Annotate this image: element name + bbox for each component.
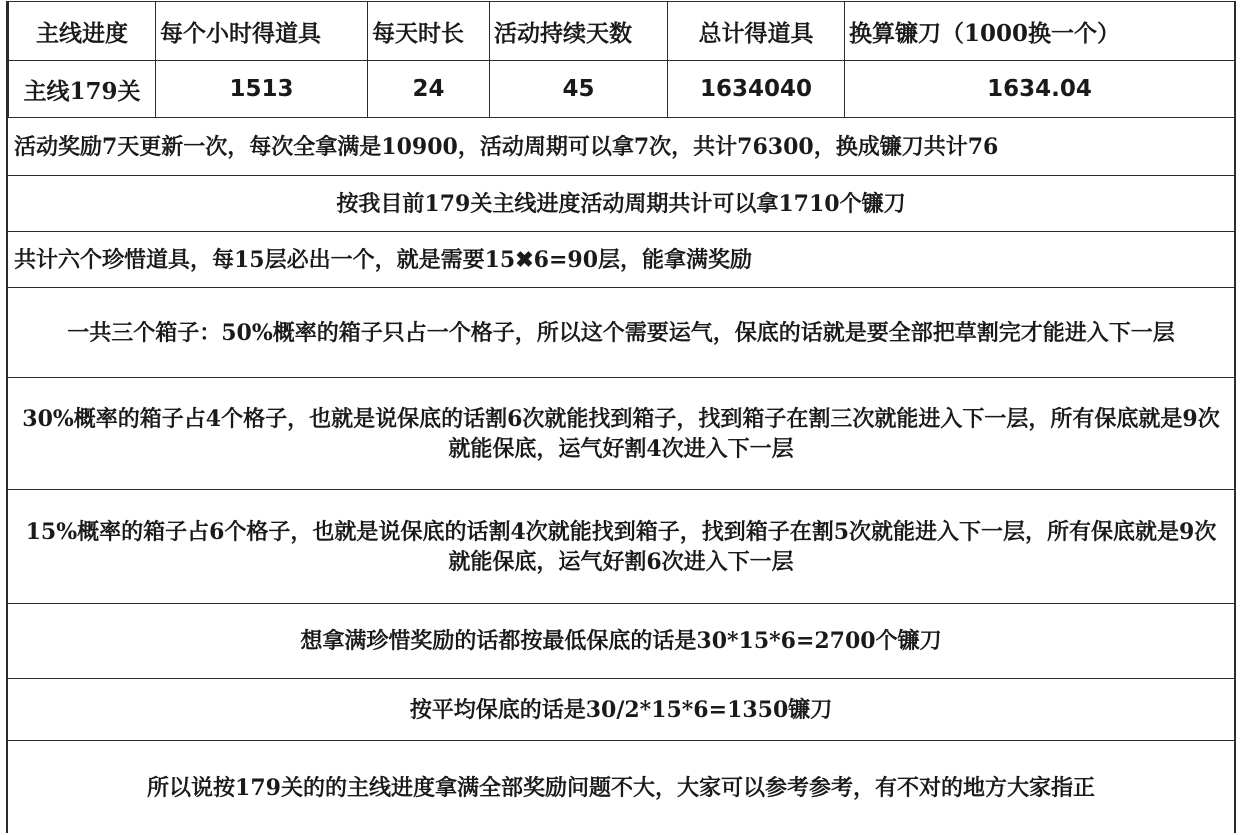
progress-table	[8, 1, 1235, 118]
table-header-row	[9, 2, 1235, 61]
note-minimum-guarantee	[8, 604, 1234, 679]
cell-hours-per-day: 24	[368, 61, 490, 118]
header-cell-sickle-conversion: 换算镰刀（1000换一个）	[845, 2, 1235, 61]
table-row	[9, 61, 1235, 118]
spreadsheet	[6, 1, 1236, 833]
cell-stage: 主线179关	[9, 61, 156, 118]
note-text: 按平均保底的话是30/2*15*6=1350镰刀	[409, 696, 833, 723]
cell-event-days: 45	[490, 61, 668, 118]
header-cell-progress: 主线进度	[9, 2, 156, 61]
note-text: 15%概率的箱子占6个格子，也就是说保底的话割4次就能找到箱子，找到箱子在割5次就能进入下一层，所有保底就是9次就能保底，运气好割6次进入下一层	[25, 518, 1217, 575]
note-three-boxes	[8, 288, 1234, 378]
note-text: 共计六个珍惜道具，每15层必出一个，就是需要15✖6=90层，能拿满奖励	[14, 246, 753, 273]
note-text: 所以说按179关的的主线进度拿满全部奖励问题不大，大家可以参考参考，有不对的地方大家指正	[147, 775, 1095, 801]
note-text: 30%概率的箱子占4个格子，也就是说保底的话割6次就能找到箱子，找到箱子在割三次就能进入下一层，所有保底就是9次就能保底，运气好割4次进入下一层	[22, 405, 1220, 462]
cell-items-per-hour: 1513	[156, 61, 368, 118]
note-average-guarantee	[8, 679, 1234, 741]
header-cell-hours-per-day: 每天时长	[368, 2, 490, 61]
note-30-percent-box	[8, 378, 1234, 490]
note-conclusion	[8, 741, 1234, 835]
note-text: 活动奖励7天更新一次，每次全拿满是10900，活动周期可以拿7次，共计76300，换成镰刀共计76	[14, 133, 999, 160]
header-cell-items-per-hour: 每个小时得道具	[156, 2, 368, 61]
note-text: 按我目前179关主线进度活动周期共计可以拿1710个镰刀	[336, 190, 906, 217]
cell-sickles: 1634.04	[845, 61, 1235, 118]
note-15-percent-box	[8, 490, 1234, 604]
note-event-reward	[8, 118, 1234, 176]
note-text: 想拿满珍惜奖励的话都按最低保底的话是30*15*6=2700个镰刀	[300, 628, 942, 654]
header-cell-total-items: 总计得道具	[668, 2, 845, 61]
note-rare-items	[8, 232, 1234, 288]
header-cell-event-days: 活动持续天数	[490, 2, 668, 61]
cell-total-items: 1634040	[668, 61, 845, 118]
note-text: 一共三个箱子：50%概率的箱子只占一个格子，所以这个需要运气，保底的话就是要全部把草割完才能进入下一层	[67, 319, 1175, 346]
note-current-progress	[8, 176, 1234, 232]
